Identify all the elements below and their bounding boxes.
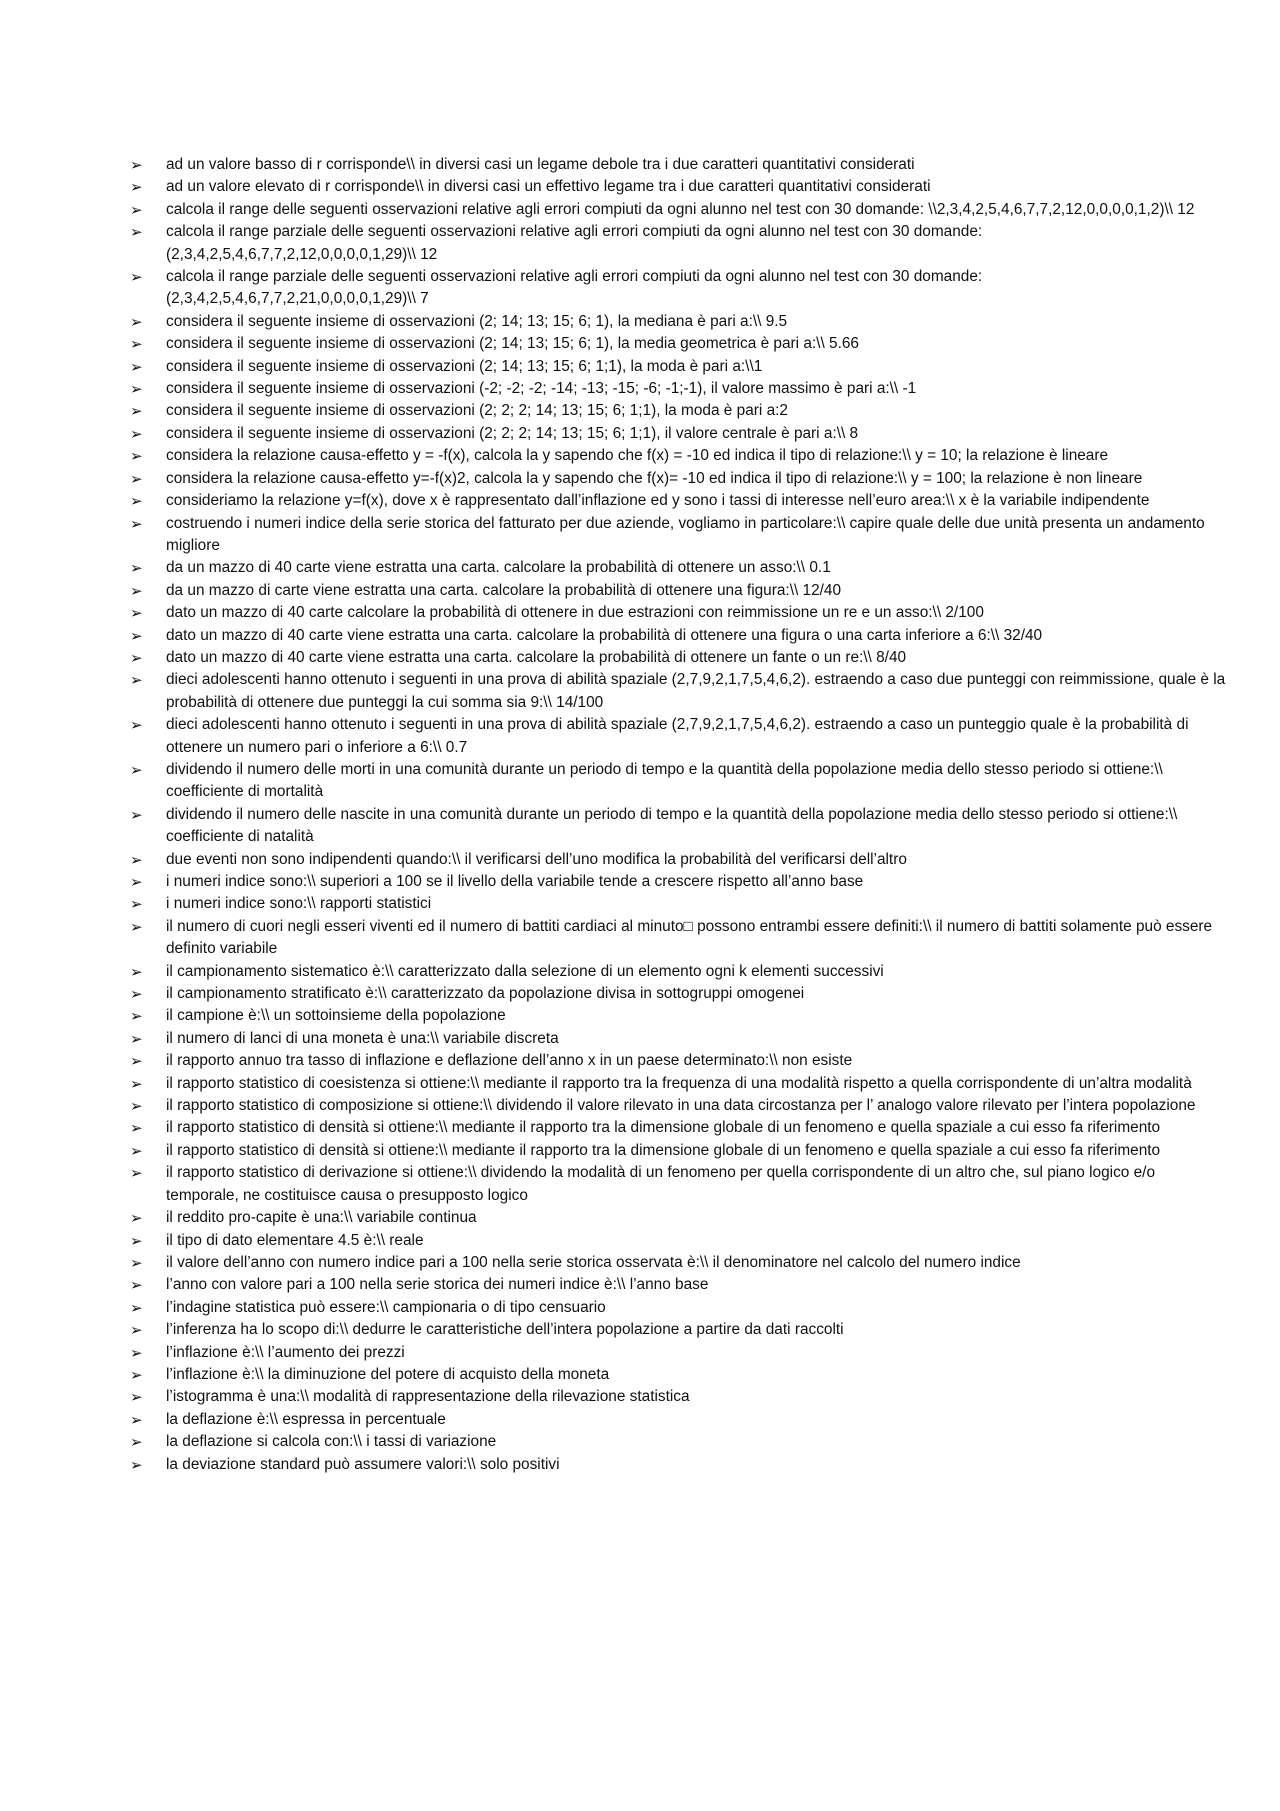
list-item	[130, 221, 1230, 266]
arrow-bullet-icon: ➢	[130, 357, 143, 376]
list-item-text: considera la relazione causa-effetto y=-f(x)2, calcola la y sapendo che f(x)= -10 ed indica il tipo di relazione:\\ y = 100; la relazione è non lineare	[166, 469, 1143, 487]
list-item-text: il numero di lanci di una moneta è una:\\ variabile discreta	[166, 1029, 559, 1047]
arrow-bullet-icon: ➢	[130, 1433, 143, 1452]
arrow-bullet-icon: ➢	[130, 492, 143, 511]
list-item-text: i numeri indice sono:\\ superiori a 100 se il livello della variabile tende a crescere rispetto all’anno base	[166, 873, 864, 890]
arrow-bullet-icon: ➢	[130, 917, 143, 936]
arrow-bullet-icon: ➢	[130, 1410, 143, 1429]
list-item-text: la deviazione standard può assumere valori:\\ solo positivi	[166, 1455, 560, 1473]
arrow-bullet-icon: ➢	[130, 1141, 143, 1160]
list-item-text: dieci adolescenti hanno ottenuto i seguenti in una prova di abilità spaziale (2,7,9,2,1,7,5,4,6,2). estraendo a caso due punteggi con reimmissione, quale è la probabilità di ottenere due punteggi la cui somma sia 9:\\ 14/100	[166, 671, 1226, 711]
list-item	[130, 1274, 1230, 1296]
list-item	[130, 557, 1230, 579]
list-item-text: calcola il range parziale delle seguenti osservazioni relative agli errori compiuti da ogni alunno nel test con 30 domande: (2,3,4,2,5,4,6,7,7,2,12,0,0,0,0,1,29)\\ 12	[166, 223, 983, 263]
list-item	[130, 1454, 1230, 1476]
list-item	[130, 983, 1230, 1005]
list-item	[130, 1162, 1230, 1207]
list-item	[130, 400, 1230, 422]
list-item	[130, 1431, 1230, 1453]
list-item-text: il tipo di dato elementare 4.5 è:\\ reale	[166, 1231, 424, 1249]
list-item-text: l’indagine statistica può essere:\\ campionaria o di tipo censuario	[166, 1298, 606, 1316]
list-item	[130, 1117, 1230, 1139]
list-item-text: considera la relazione causa-effetto y = -f(x), calcola la y sapendo che f(x) = -10 ed indica il tipo di relazione:\\ y = 10; la relazione è lineare	[166, 447, 1109, 465]
list-item	[130, 804, 1230, 849]
arrow-bullet-icon: ➢	[130, 1365, 143, 1384]
arrow-bullet-icon: ➢	[130, 1052, 143, 1071]
arrow-bullet-icon: ➢	[130, 402, 143, 421]
arrow-bullet-icon: ➢	[130, 1455, 143, 1474]
list-item-text: il rapporto statistico di derivazione si ottiene:\\ dividendo la modalità di un fenomeno per quella corrispondente di un altro che, sul piano logico e/o temporale, ne costituisce causa o presupposto logico	[166, 1164, 1156, 1204]
list-item	[130, 602, 1230, 624]
arrow-bullet-icon: ➢	[130, 312, 143, 331]
list-item	[130, 1364, 1230, 1386]
list-item	[130, 1050, 1230, 1072]
list-item	[130, 176, 1230, 198]
list-item-text: l’istogramma è una:\\ modalità di rappresentazione della rilevazione statistica	[166, 1388, 690, 1406]
arrow-bullet-icon: ➢	[130, 581, 143, 600]
arrow-bullet-icon: ➢	[130, 626, 143, 645]
list-item-text: considera il seguente insieme di osservazioni (2; 14; 13; 15; 6; 1), la media geometrica è pari a:\\ 5.66	[166, 335, 859, 353]
arrow-bullet-icon: ➢	[130, 805, 143, 824]
list-item-text: considera il seguente insieme di osservazioni (2; 14; 13; 15; 6; 1;1), la moda è pari a:\\1	[166, 357, 763, 375]
list-item-text: il rapporto statistico di composizione si ottiene:\\ dividendo il valore rilevato in una data circostanza per l’ analogo valore rilevato per l’intera popolazione	[166, 1097, 1196, 1115]
list-item	[130, 759, 1230, 804]
list-item	[130, 893, 1230, 915]
arrow-bullet-icon: ➢	[130, 268, 143, 287]
list-item-text: la deflazione è:\\ espressa in percentuale	[166, 1410, 446, 1428]
list-item-text: dividendo il numero delle nascite in una comunità durante un periodo di tempo e la quantità della popolazione media dello stesso periodo si ottiene:\\ coefficiente di natalità	[166, 805, 1178, 846]
list-item-text: due eventi non sono indipendenti quando:\\ il verificarsi dell’uno modifica la probabilità del verificarsi dell’altro	[166, 850, 907, 868]
arrow-bullet-icon: ➢	[130, 335, 143, 354]
arrow-bullet-icon: ➢	[130, 1253, 143, 1272]
arrow-bullet-icon: ➢	[130, 873, 143, 891]
list-item-text: il rapporto statistico di coesistenza si ottiene:\\ mediante il rapporto tra la frequenza di una modalità rispetto a quella corrispondente di un’altra modalità	[166, 1074, 1192, 1092]
list-item-text: dato un mazzo di 40 carte viene estratta una carta. calcolare la probabilità di ottenere una figura o una carta inferiore a 6:\\ 32/40	[166, 626, 1043, 644]
list-item-text: il campionamento stratificato è:\\ caratterizzato da popolazione divisa in sottogruppi omogenei	[166, 985, 805, 1003]
arrow-bullet-icon: ➢	[130, 962, 143, 981]
list-item	[130, 849, 1230, 871]
list-item	[130, 378, 1230, 400]
list-item-text: il campionamento sistematico è:\\ caratterizzato dalla selezione di un elemento ogni k elementi successivi	[166, 962, 884, 980]
arrow-bullet-icon: ➢	[130, 1298, 143, 1317]
arrow-bullet-icon: ➢	[130, 604, 143, 623]
list-item	[130, 266, 1230, 311]
arrow-bullet-icon: ➢	[130, 850, 143, 869]
list-item	[130, 1319, 1230, 1341]
list-item-text: da un mazzo di 40 carte viene estratta una carta. calcolare la probabilità di ottenere un asso:\\ 0.1	[166, 559, 831, 577]
arrow-bullet-icon: ➢	[130, 380, 143, 399]
list-item	[130, 1252, 1230, 1274]
arrow-bullet-icon: ➢	[130, 200, 143, 219]
list-item	[130, 1409, 1230, 1431]
list-item	[130, 580, 1230, 602]
list-item	[130, 311, 1230, 333]
list-item	[130, 333, 1230, 355]
arrow-bullet-icon: ➢	[130, 1276, 143, 1295]
list-item-text: dato un mazzo di 40 carte viene estratta una carta. calcolare la probabilità di ottenere un fante o un re:\\ 8/40	[166, 648, 907, 666]
list-item-text: da un mazzo di carte viene estratta una carta. calcolare la probabilità di ottenere una figura:\\ 12/40	[166, 581, 842, 599]
list-item-text: il valore dell’anno con numero indice pari a 100 nella serie storica osservata è:\\ il denominatore nel calcolo del numero indice	[166, 1253, 1021, 1271]
list-item-text: il rapporto statistico di densità si ottiene:\\ mediante il rapporto tra la dimensione globale di un fenomeno e quella spaziale a cui esso fa riferimento	[166, 1119, 1161, 1137]
list-item-text: l’inferenza ha lo scopo di:\\ dedurre le caratteristiche dell’intera popolazione a partire da dati raccolti	[166, 1321, 844, 1339]
list-item	[130, 1342, 1230, 1364]
arrow-bullet-icon: ➢	[130, 559, 143, 578]
list-item-text: ad un valore elevato di r corrisponde\\ in diversi casi un effettivo legame tra i due caratteri quantitativi considerati	[166, 178, 931, 196]
list-item	[130, 154, 1230, 176]
list-item-text: il rapporto statistico di densità si ottiene:\\ mediante il rapporto tra la dimensione globale di un fenomeno e quella spaziale a cui esso fa riferimento	[166, 1141, 1161, 1159]
arrow-bullet-icon: ➢	[130, 1209, 143, 1228]
arrow-bullet-icon: ➢	[130, 178, 143, 197]
list-item	[130, 1073, 1230, 1095]
list-item-text: calcola il range delle seguenti osservazioni relative agli errori compiuti da ogni alunno nel test con 30 domande: \\2,3,4,2,5,4,6,7,7,2,12,0,0,0,0,1,2)\\ 12	[166, 200, 1195, 218]
list-item	[130, 916, 1230, 961]
list-item-text: considera il seguente insieme di osservazioni (2; 2; 2; 14; 13; 15; 6; 1;1), il valore centrale è pari a:\\ 8	[166, 424, 859, 442]
arrow-bullet-icon: ➢	[130, 1007, 143, 1026]
arrow-bullet-icon: ➢	[130, 895, 143, 914]
list-item-text: il numero di cuori negli esseri viventi ed il numero di battiti cardiaci al minuto□ possono entrambi essere definiti:\\ il numero di battiti solamente può essere definito variabile	[166, 917, 1213, 958]
arrow-bullet-icon: ➢	[130, 1097, 143, 1116]
arrow-bullet-icon: ➢	[130, 156, 143, 174]
list-item-text: dieci adolescenti hanno ottenuto i seguenti in una prova di abilità spaziale (2,7,9,2,1,7,5,4,6,2). estraendo a caso un punteggio quale è la probabilità di ottenere un numero pari o inferiore a 6:\\ 0.7	[166, 716, 1189, 756]
list-item	[130, 423, 1230, 445]
list-item-text: la deflazione si calcola con:\\ i tassi di variazione	[166, 1433, 497, 1451]
list-item-text: l’inflazione è:\\ l’aumento dei prezzi	[166, 1343, 405, 1361]
arrow-bullet-icon: ➢	[130, 1343, 143, 1362]
list-item-text: l’anno con valore pari a 100 nella serie storica dei numeri indice è:\\ l’anno base	[166, 1276, 709, 1294]
list-item-text: il reddito pro-capite è una:\\ variabile continua	[166, 1209, 477, 1227]
list-item	[130, 199, 1230, 221]
list-item-text: il rapporto annuo tra tasso di inflazione e deflazione dell’anno x in un paese determinato:\\ non esiste	[166, 1052, 853, 1070]
list-item	[130, 647, 1230, 669]
list-item	[130, 513, 1230, 558]
list-item-text: dividendo il numero delle morti in una comunità durante un periodo di tempo e la quantità della popolazione media dello stesso periodo si ottiene:\\ coefficiente di mortalità	[166, 760, 1163, 801]
arrow-bullet-icon: ➢	[130, 716, 143, 735]
list-item	[130, 1230, 1230, 1252]
list-item-text: l’inflazione è:\\ la diminuzione del potere di acquisto della moneta	[166, 1365, 610, 1383]
list-item	[130, 1005, 1230, 1027]
list-item	[130, 490, 1230, 512]
arrow-bullet-icon: ➢	[130, 985, 143, 1004]
arrow-bullet-icon: ➢	[130, 1164, 143, 1183]
list-item	[130, 961, 1230, 983]
list-item-text: costruendo i numeri indice della serie storica del fatturato per due aziende, vogliamo in particolare:\\ capire quale delle due unità presenta un andamento migliore	[166, 514, 1205, 554]
list-item	[130, 1140, 1230, 1162]
question-answer-list	[130, 154, 1230, 1476]
list-item	[130, 1207, 1230, 1229]
arrow-bullet-icon: ➢	[130, 447, 143, 466]
list-item	[130, 871, 1230, 893]
list-item-text: calcola il range parziale delle seguenti osservazioni relative agli errori compiuti da ogni alunno nel test con 30 domande: (2,3,4,2,5,4,6,7,7,2,21,0,0,0,0,1,29)\\ 7	[166, 268, 983, 308]
list-item	[130, 714, 1230, 759]
arrow-bullet-icon: ➢	[130, 1321, 143, 1340]
list-item-text: ad un valore basso di r corrisponde\\ in diversi casi un legame debole tra i due caratteri quantitativi considerati	[166, 156, 915, 173]
arrow-bullet-icon: ➢	[130, 469, 143, 488]
list-item-text: considera il seguente insieme di osservazioni (2; 14; 13; 15; 6; 1), la mediana è pari a:\\ 9.5	[166, 312, 788, 330]
arrow-bullet-icon: ➢	[130, 223, 143, 242]
arrow-bullet-icon: ➢	[130, 1074, 143, 1093]
list-item	[130, 1297, 1230, 1319]
list-item	[130, 1386, 1230, 1408]
list-item	[130, 468, 1230, 490]
list-item-text: dato un mazzo di 40 carte calcolare la probabilità di ottenere in due estrazioni con reimmissione un re e un asso:\\ 2/100	[166, 604, 984, 622]
list-item-text: considera il seguente insieme di osservazioni (2; 2; 2; 14; 13; 15; 6; 1;1), la moda è pari a:2	[166, 402, 788, 420]
arrow-bullet-icon: ➢	[130, 1029, 143, 1048]
list-item	[130, 1028, 1230, 1050]
arrow-bullet-icon: ➢	[130, 1388, 143, 1407]
list-item	[130, 625, 1230, 647]
list-item-text: il campione è:\\ un sottoinsieme della popolazione	[166, 1007, 506, 1025]
list-item	[130, 1095, 1230, 1117]
arrow-bullet-icon: ➢	[130, 1119, 143, 1138]
arrow-bullet-icon: ➢	[130, 514, 143, 533]
arrow-bullet-icon: ➢	[130, 1231, 143, 1250]
list-item-text: i numeri indice sono:\\ rapporti statistici	[166, 895, 432, 913]
list-item	[130, 669, 1230, 714]
list-item-text: consideriamo la relazione y=f(x), dove x è rappresentato dall’inflazione ed y sono i tassi di interesse nell’euro area:\\ x è la variabile indipendente	[166, 492, 1150, 510]
arrow-bullet-icon: ➢	[130, 671, 143, 690]
list-item	[130, 356, 1230, 378]
list-item-text: considera il seguente insieme di osservazioni (-2; -2; -2; -14; -13; -15; -6; -1;-1), il valore massimo è pari a:\\ -1	[166, 380, 917, 398]
list-item	[130, 445, 1230, 467]
arrow-bullet-icon: ➢	[130, 424, 143, 443]
arrow-bullet-icon: ➢	[130, 760, 143, 779]
arrow-bullet-icon: ➢	[130, 648, 143, 667]
